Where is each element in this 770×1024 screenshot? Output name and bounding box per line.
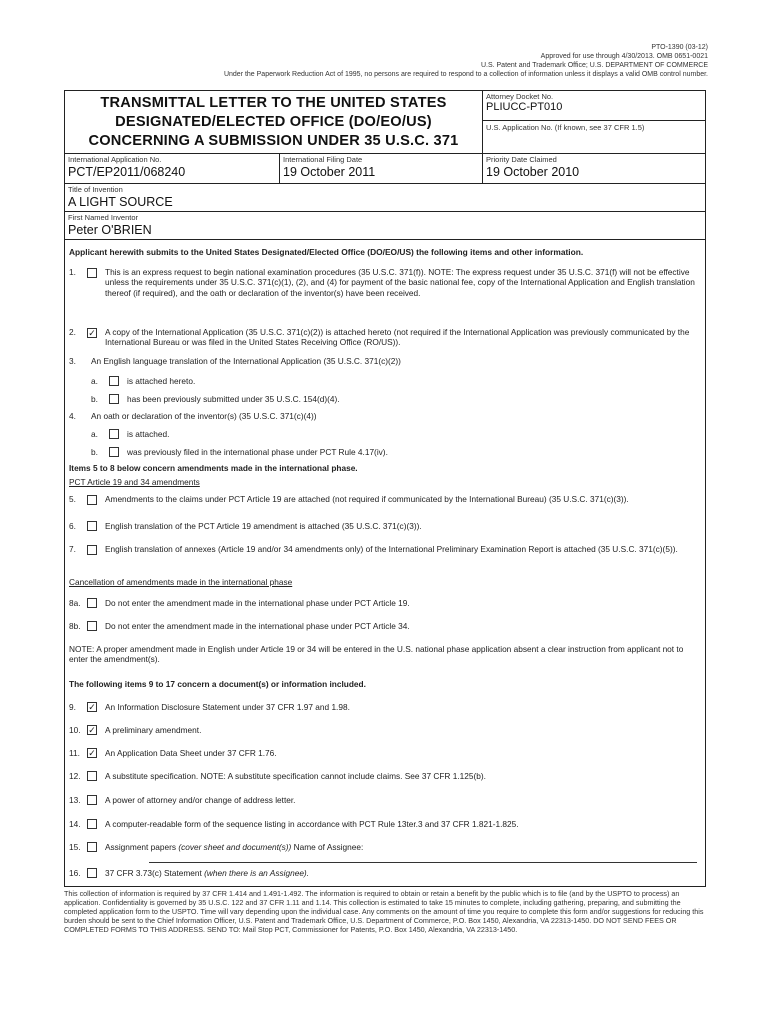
- us-application-label: U.S. Application No. (If known, see 37 CFR 1.5): [486, 123, 645, 132]
- item-4a-text: is attached.: [127, 429, 170, 439]
- item-16-text-italic: (when there is an Assignee).: [204, 868, 309, 878]
- item-16-text: [105, 868, 699, 878]
- docket-field[interactable]: [483, 91, 705, 121]
- priority-date-label: Priority Date Claimed: [486, 155, 557, 164]
- docket-label: Attorney Docket No.: [486, 92, 554, 101]
- item-12-number: 12.: [69, 771, 81, 781]
- title-cell: [65, 91, 483, 153]
- item-15-text-main: Assignment papers: [105, 842, 179, 852]
- first-inventor-label: First Named Inventor: [68, 213, 139, 222]
- item-3-text: An English language translation of the International Application (35 U.S.C. 371(c)(2)): [91, 356, 401, 366]
- item-13-text: A power of attorney and/or change of address letter.: [105, 795, 296, 805]
- item-10-number: 10.: [69, 725, 81, 735]
- item-6-number: 6.: [69, 521, 76, 531]
- item-14-checkbox[interactable]: [87, 819, 97, 829]
- filing-date-value: 19 October 2011: [283, 165, 376, 179]
- assignee-name-line[interactable]: [149, 862, 697, 863]
- item-3a-letter: a.: [91, 376, 98, 386]
- item-3b-text: has been previously submitted under 35 U.S.C. 154(d)(4).: [127, 394, 340, 404]
- filing-date-label: International Filing Date: [283, 155, 363, 164]
- section-9-17-heading: The following items 9 to 17 concern a document(s) or information included.: [69, 679, 366, 689]
- item-7-checkbox[interactable]: [87, 545, 97, 555]
- item-4a-letter: a.: [91, 429, 98, 439]
- item-15-number: 15.: [69, 842, 81, 852]
- intl-app-label: International Application No.: [68, 155, 162, 164]
- item-15-text-italic: (cover sheet and document(s)): [178, 842, 292, 852]
- title-row: [65, 91, 705, 154]
- item-1-text: This is an express request to begin national examination procedures (35 U.S.C. 371(f)). NOTE: The express request under 35 U.S.C. 371(f) will not be effective unless the requirements under 35 U.S.C. 371(c)(1), (2), and (4) for payment of the basic national fee, copy of the International Application and English translation thereof (if required), and the oath or declaration of the inventor(s) have been received.: [105, 267, 695, 298]
- intl-app-value: PCT/EP2011/068240: [68, 165, 186, 179]
- burden-statement: This collection of information is required by 37 CFR 1.414 and 1.491-1.492. The information is required to obtain or retain a benefit by the public which is to file (and by the USPTO to process) an application. Confidentiality is governed by 35 U.S.C. 122 and 37 CFR 1.11 and 1.14. This collection is estimated to take 15 minutes to complete, including gathering, preparing, and submitting the completed application form to the USPTO. Time will vary depending upon the individual case. Any comments on the amount of time you require to complete this form and/or suggestions for reducing this burden should be sent to the Chief Information Officer, U.S. Patent and Trademark Office, U.S. Department of Commerce, P.O. Box 1450, Alexandria, VA 22313-1450. DO NOT SEND FEES OR COMPLETED FORMS TO THIS ADDRESS. SEND TO: Mail Stop PCT, Commissioner for Patents, P.O. Box 1450, Alexandria, VA 22313-1450.: [64, 889, 704, 934]
- title-line-3: CONCERNING A SUBMISSION UNDER 35 U.S.C. 371: [88, 133, 459, 149]
- item-8b-number: 8b.: [69, 621, 81, 631]
- docket-cell: [483, 91, 705, 153]
- section-5-8-heading: Items 5 to 8 below concern amendments made in the international phase.: [69, 463, 358, 473]
- item-11-checkbox[interactable]: ✓: [88, 748, 96, 758]
- item-4-number: 4.: [69, 411, 76, 421]
- item-4b-text: was previously filed in the international phase under PCT Rule 4.17(iv).: [127, 447, 388, 457]
- item-5-text: Amendments to the claims under PCT Article 19 are attached (not required if communicated by the International Bureau) (35 U.S.C. 371(c)(3)).: [105, 494, 629, 504]
- item-8b-text: Do not enter the amendment made in the international phase under PCT Article 34.: [105, 621, 410, 631]
- item-15-text: [105, 842, 699, 852]
- item-13-number: 13.: [69, 795, 81, 805]
- form-number: PTO-1390 (03-12): [651, 44, 708, 51]
- invention-title-field[interactable]: [65, 184, 705, 212]
- us-application-field[interactable]: [483, 120, 705, 153]
- application-row: [65, 154, 705, 184]
- invention-title-value: A LIGHT SOURCE: [68, 195, 173, 209]
- item-5-checkbox[interactable]: [87, 495, 97, 505]
- omb-approval: Approved for use through 4/30/2013. OMB 0651-0021: [540, 53, 708, 60]
- item-7-text: English translation of annexes (Article 19 and/or 34 amendments only) of the International Preliminary Examination Report is attached (35 U.S.C. 371(c)(5)).: [105, 544, 678, 554]
- item-8a-checkbox[interactable]: [87, 598, 97, 608]
- item-13-checkbox[interactable]: [87, 795, 97, 805]
- item-16-number: 16.: [69, 868, 81, 878]
- item-6-text: English translation of the PCT Article 19 amendment is attached (35 U.S.C. 371(c)(3)).: [105, 521, 422, 531]
- item-12-text: A substitute specification. NOTE: A substitute specification cannot include claims. See 37 CFR 1.125(b).: [105, 771, 486, 781]
- item-4a-checkbox[interactable]: [109, 429, 119, 439]
- item-1: [65, 267, 705, 311]
- pct-19-34-heading: PCT Article 19 and 34 amendments: [69, 477, 200, 487]
- item-15-assignee-label: Name of Assignee:: [291, 842, 364, 852]
- transmittal-form: [64, 90, 706, 887]
- item-8b-checkbox[interactable]: [87, 621, 97, 631]
- item-2-number: 2.: [69, 327, 76, 337]
- form-title: [65, 94, 482, 151]
- invention-title-label: Title of Invention: [68, 185, 123, 194]
- item-4-text: An oath or declaration of the inventor(s) (35 U.S.C. 371(c)(4)): [91, 411, 317, 421]
- item-2-checkbox[interactable]: ✓: [88, 328, 96, 338]
- item-3a-text: is attached hereto.: [127, 376, 196, 386]
- filing-date-field[interactable]: [280, 154, 483, 183]
- item-3-number: 3.: [69, 356, 76, 366]
- title-line-1: TRANSMITTAL LETTER TO THE UNITED STATES: [100, 95, 447, 111]
- docket-value: PLIUCC-PT010: [486, 101, 563, 113]
- item-7-number: 7.: [69, 544, 76, 554]
- item-5-number: 5.: [69, 494, 76, 504]
- item-1-number: 1.: [69, 267, 76, 277]
- item-11-number: 11.: [69, 748, 80, 758]
- cancellation-heading: Cancellation of amendments made in the international phase: [69, 577, 293, 587]
- item-10-checkbox[interactable]: ✓: [88, 725, 96, 735]
- agency-line: U.S. Patent and Trademark Office; U.S. DEPARTMENT OF COMMERCE: [480, 62, 708, 69]
- item-6-checkbox[interactable]: [87, 521, 97, 531]
- priority-date-value: 19 October 2010: [486, 165, 580, 179]
- first-inventor-field[interactable]: [65, 212, 705, 240]
- item-2-text: A copy of the International Application (35 U.S.C. 371(c)(2)) is attached hereto (not required if the International Application was previously communicated by the International Bureau or was filed in the United States Receiving Office (RO/US)).: [105, 327, 690, 348]
- amendment-note: NOTE: A proper amendment made in English under Article 19 or 34 will be entered in the U.S. national phase application absent a clear instruction from applicant not to enter the amendment(s).: [69, 644, 684, 665]
- item-14-number: 14.: [69, 819, 81, 829]
- item-9-text: An Information Disclosure Statement under 37 CFR 1.97 and 1.98.: [105, 702, 350, 712]
- item-3b-letter: b.: [91, 394, 98, 404]
- item-8a-text: Do not enter the amendment made in the international phase under PCT Article 19.: [105, 598, 410, 608]
- item-16-checkbox[interactable]: [87, 868, 97, 878]
- item-8a-number: 8a.: [69, 598, 81, 608]
- intro-text: Applicant herewith submits to the United States Designated/Elected Office (DO/EO/US) the following items and other information.: [69, 247, 584, 257]
- item-4b-letter: b.: [91, 447, 98, 457]
- paperwork-notice: Under the Paperwork Reduction Act of 1995, no persons are required to respond to a collection of information unless it displays a valid OMB control number.: [223, 71, 708, 78]
- priority-date-field[interactable]: [483, 154, 705, 183]
- item-4b-checkbox[interactable]: [109, 447, 119, 457]
- item-15-checkbox[interactable]: [87, 842, 97, 852]
- item-11-text: An Application Data Sheet under 37 CFR 1.76.: [105, 748, 277, 758]
- item-3b-checkbox[interactable]: [109, 394, 119, 404]
- item-9-number: 9.: [69, 702, 76, 712]
- item-1-checkbox[interactable]: [87, 268, 97, 278]
- item-9-checkbox[interactable]: ✓: [88, 702, 96, 712]
- item-14-text: A computer-readable form of the sequence listing in accordance with PCT Rule 13ter.3 and 37 CFR 1.821-1.825.: [105, 819, 519, 829]
- intl-app-field[interactable]: [65, 154, 280, 183]
- title-line-2: DESIGNATED/ELECTED OFFICE (DO/EO/US): [115, 114, 432, 130]
- item-3a-checkbox[interactable]: [109, 376, 119, 386]
- item-12-checkbox[interactable]: [87, 771, 97, 781]
- item-16-text-main: 37 CFR 3.73(c) Statement: [105, 868, 205, 878]
- item-10-text: A preliminary amendment.: [105, 725, 202, 735]
- first-inventor-value: Peter O'BRIEN: [68, 223, 152, 237]
